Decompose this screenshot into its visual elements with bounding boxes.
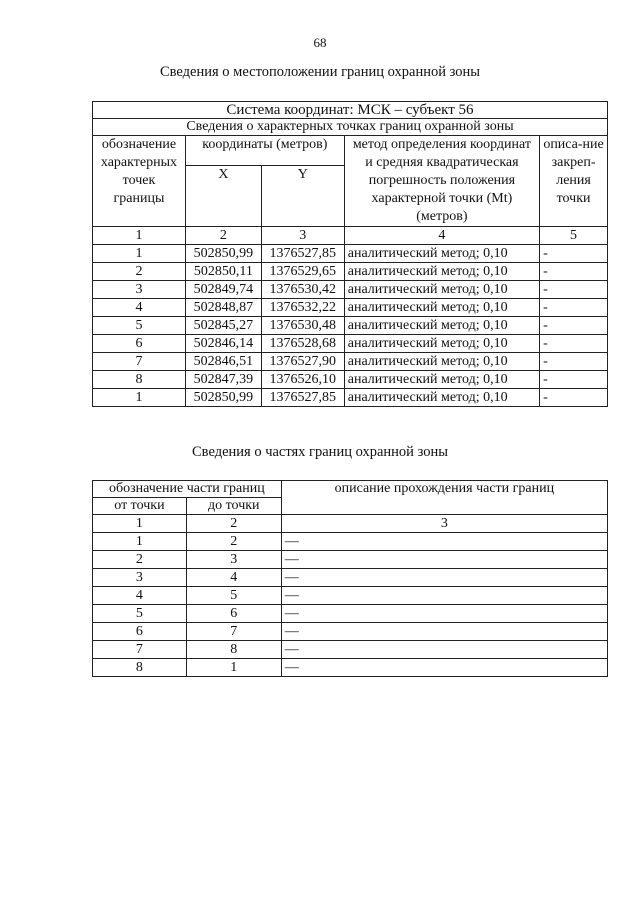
from-cell: 6	[93, 623, 187, 641]
y-cell: 1376526,10	[261, 371, 344, 389]
header-point: обозначение характерных точек границы	[93, 136, 186, 227]
description-cell: —	[281, 569, 607, 587]
method-cell: аналитический метод; 0,10	[344, 281, 539, 299]
to-cell: 3	[186, 551, 281, 569]
points-subtitle: Сведения о характерных точках границ охранной зоны	[93, 119, 608, 136]
header-x: X	[185, 166, 261, 227]
to-cell: 1	[186, 659, 281, 677]
description-cell: —	[281, 641, 607, 659]
from-cell: 8	[93, 659, 187, 677]
point-cell: 8	[93, 371, 186, 389]
x-cell: 502850,11	[185, 263, 261, 281]
y-cell: 1376530,48	[261, 317, 344, 335]
table-row	[93, 623, 608, 641]
header-method: метод определения координат и средняя квадратическая погрешность положения характерной точки (Mt) (метров)	[344, 136, 539, 227]
table-row	[93, 551, 608, 569]
method-cell: аналитический метод; 0,10	[344, 245, 539, 263]
method-cell: аналитический метод; 0,10	[344, 389, 539, 407]
table-row	[93, 659, 608, 677]
point-cell: 2	[93, 263, 186, 281]
point-cell: 6	[93, 335, 186, 353]
y-cell: 1376527,90	[261, 353, 344, 371]
x-cell: 502846,51	[185, 353, 261, 371]
x-cell: 502850,99	[185, 389, 261, 407]
to-cell: 8	[186, 641, 281, 659]
table-row	[93, 569, 608, 587]
description-cell: —	[281, 623, 607, 641]
to-cell: 7	[186, 623, 281, 641]
y-cell: 1376530,42	[261, 281, 344, 299]
description-cell: —	[281, 659, 607, 677]
column-numbers-row	[93, 227, 608, 245]
section-title-boundary-location: Сведения о местоположении границ охранной зоны	[159, 64, 480, 80]
x-cell: 502845,27	[185, 317, 261, 335]
description-cell: -	[540, 317, 608, 335]
table-row	[93, 605, 608, 623]
point-cell: 1	[93, 389, 186, 407]
x-cell: 502846,14	[185, 335, 261, 353]
table-row	[93, 317, 608, 335]
header-to: до точки	[186, 498, 281, 515]
header-part-description: описание прохождения части границ	[281, 481, 607, 515]
column-number: 1	[93, 227, 186, 245]
coordinate-system-label: Система координат: МСК – субъект 56	[93, 102, 608, 119]
header-description: описа-ние закреп-ления точки	[540, 136, 608, 227]
x-cell: 502847,39	[185, 371, 261, 389]
description-cell: -	[540, 245, 608, 263]
from-cell: 1	[93, 533, 187, 551]
from-cell: 2	[93, 551, 187, 569]
table-row	[93, 299, 608, 317]
boundary-parts-table	[92, 480, 608, 677]
y-cell: 1376528,68	[261, 335, 344, 353]
description-cell: —	[281, 587, 607, 605]
column-number: 2	[186, 515, 281, 533]
table-row	[93, 641, 608, 659]
table-row	[93, 245, 608, 263]
header-from: от точки	[93, 498, 187, 515]
description-cell: -	[540, 299, 608, 317]
description-cell: —	[281, 605, 607, 623]
header-y: Y	[261, 166, 344, 227]
from-cell: 7	[93, 641, 187, 659]
description-cell: -	[540, 371, 608, 389]
from-cell: 3	[93, 569, 187, 587]
x-cell: 502850,99	[185, 245, 261, 263]
description-cell: -	[540, 281, 608, 299]
column-number: 1	[93, 515, 187, 533]
point-cell: 5	[93, 317, 186, 335]
y-cell: 1376529,65	[261, 263, 344, 281]
point-cell: 4	[93, 299, 186, 317]
point-cell: 7	[93, 353, 186, 371]
header-coords: координаты (метров)	[185, 136, 344, 166]
method-cell: аналитический метод; 0,10	[344, 299, 539, 317]
to-cell: 6	[186, 605, 281, 623]
method-cell: аналитический метод; 0,10	[344, 317, 539, 335]
method-cell: аналитический метод; 0,10	[344, 353, 539, 371]
column-number: 3	[261, 227, 344, 245]
table-row	[93, 335, 608, 353]
y-cell: 1376532,22	[261, 299, 344, 317]
point-cell: 1	[93, 245, 186, 263]
header-part: обозначение части границ	[93, 481, 282, 498]
column-number: 4	[344, 227, 539, 245]
x-cell: 502849,74	[185, 281, 261, 299]
to-cell: 5	[186, 587, 281, 605]
method-cell: аналитический метод; 0,10	[344, 263, 539, 281]
column-number: 2	[185, 227, 261, 245]
column-number: 3	[281, 515, 607, 533]
table-row	[93, 533, 608, 551]
x-cell: 502848,87	[185, 299, 261, 317]
description-cell: —	[281, 551, 607, 569]
description-cell: -	[540, 389, 608, 407]
description-cell: -	[540, 263, 608, 281]
point-cell: 3	[93, 281, 186, 299]
description-cell: —	[281, 533, 607, 551]
to-cell: 2	[186, 533, 281, 551]
column-numbers-row	[93, 515, 608, 533]
to-cell: 4	[186, 569, 281, 587]
y-cell: 1376527,85	[261, 245, 344, 263]
table-row	[93, 587, 608, 605]
column-number: 5	[540, 227, 608, 245]
method-cell: аналитический метод; 0,10	[344, 335, 539, 353]
table-row	[93, 389, 608, 407]
table-row	[93, 263, 608, 281]
method-cell: аналитический метод; 0,10	[344, 371, 539, 389]
description-cell: -	[540, 353, 608, 371]
from-cell: 4	[93, 587, 187, 605]
page-number: 68	[313, 35, 327, 50]
from-cell: 5	[93, 605, 187, 623]
boundary-points-table	[92, 101, 608, 407]
y-cell: 1376527,85	[261, 389, 344, 407]
table-row	[93, 353, 608, 371]
section-title-boundary-parts: Сведения о частях границ охранной зоны	[192, 444, 448, 460]
description-cell: -	[540, 335, 608, 353]
table-row	[93, 371, 608, 389]
table-row	[93, 281, 608, 299]
